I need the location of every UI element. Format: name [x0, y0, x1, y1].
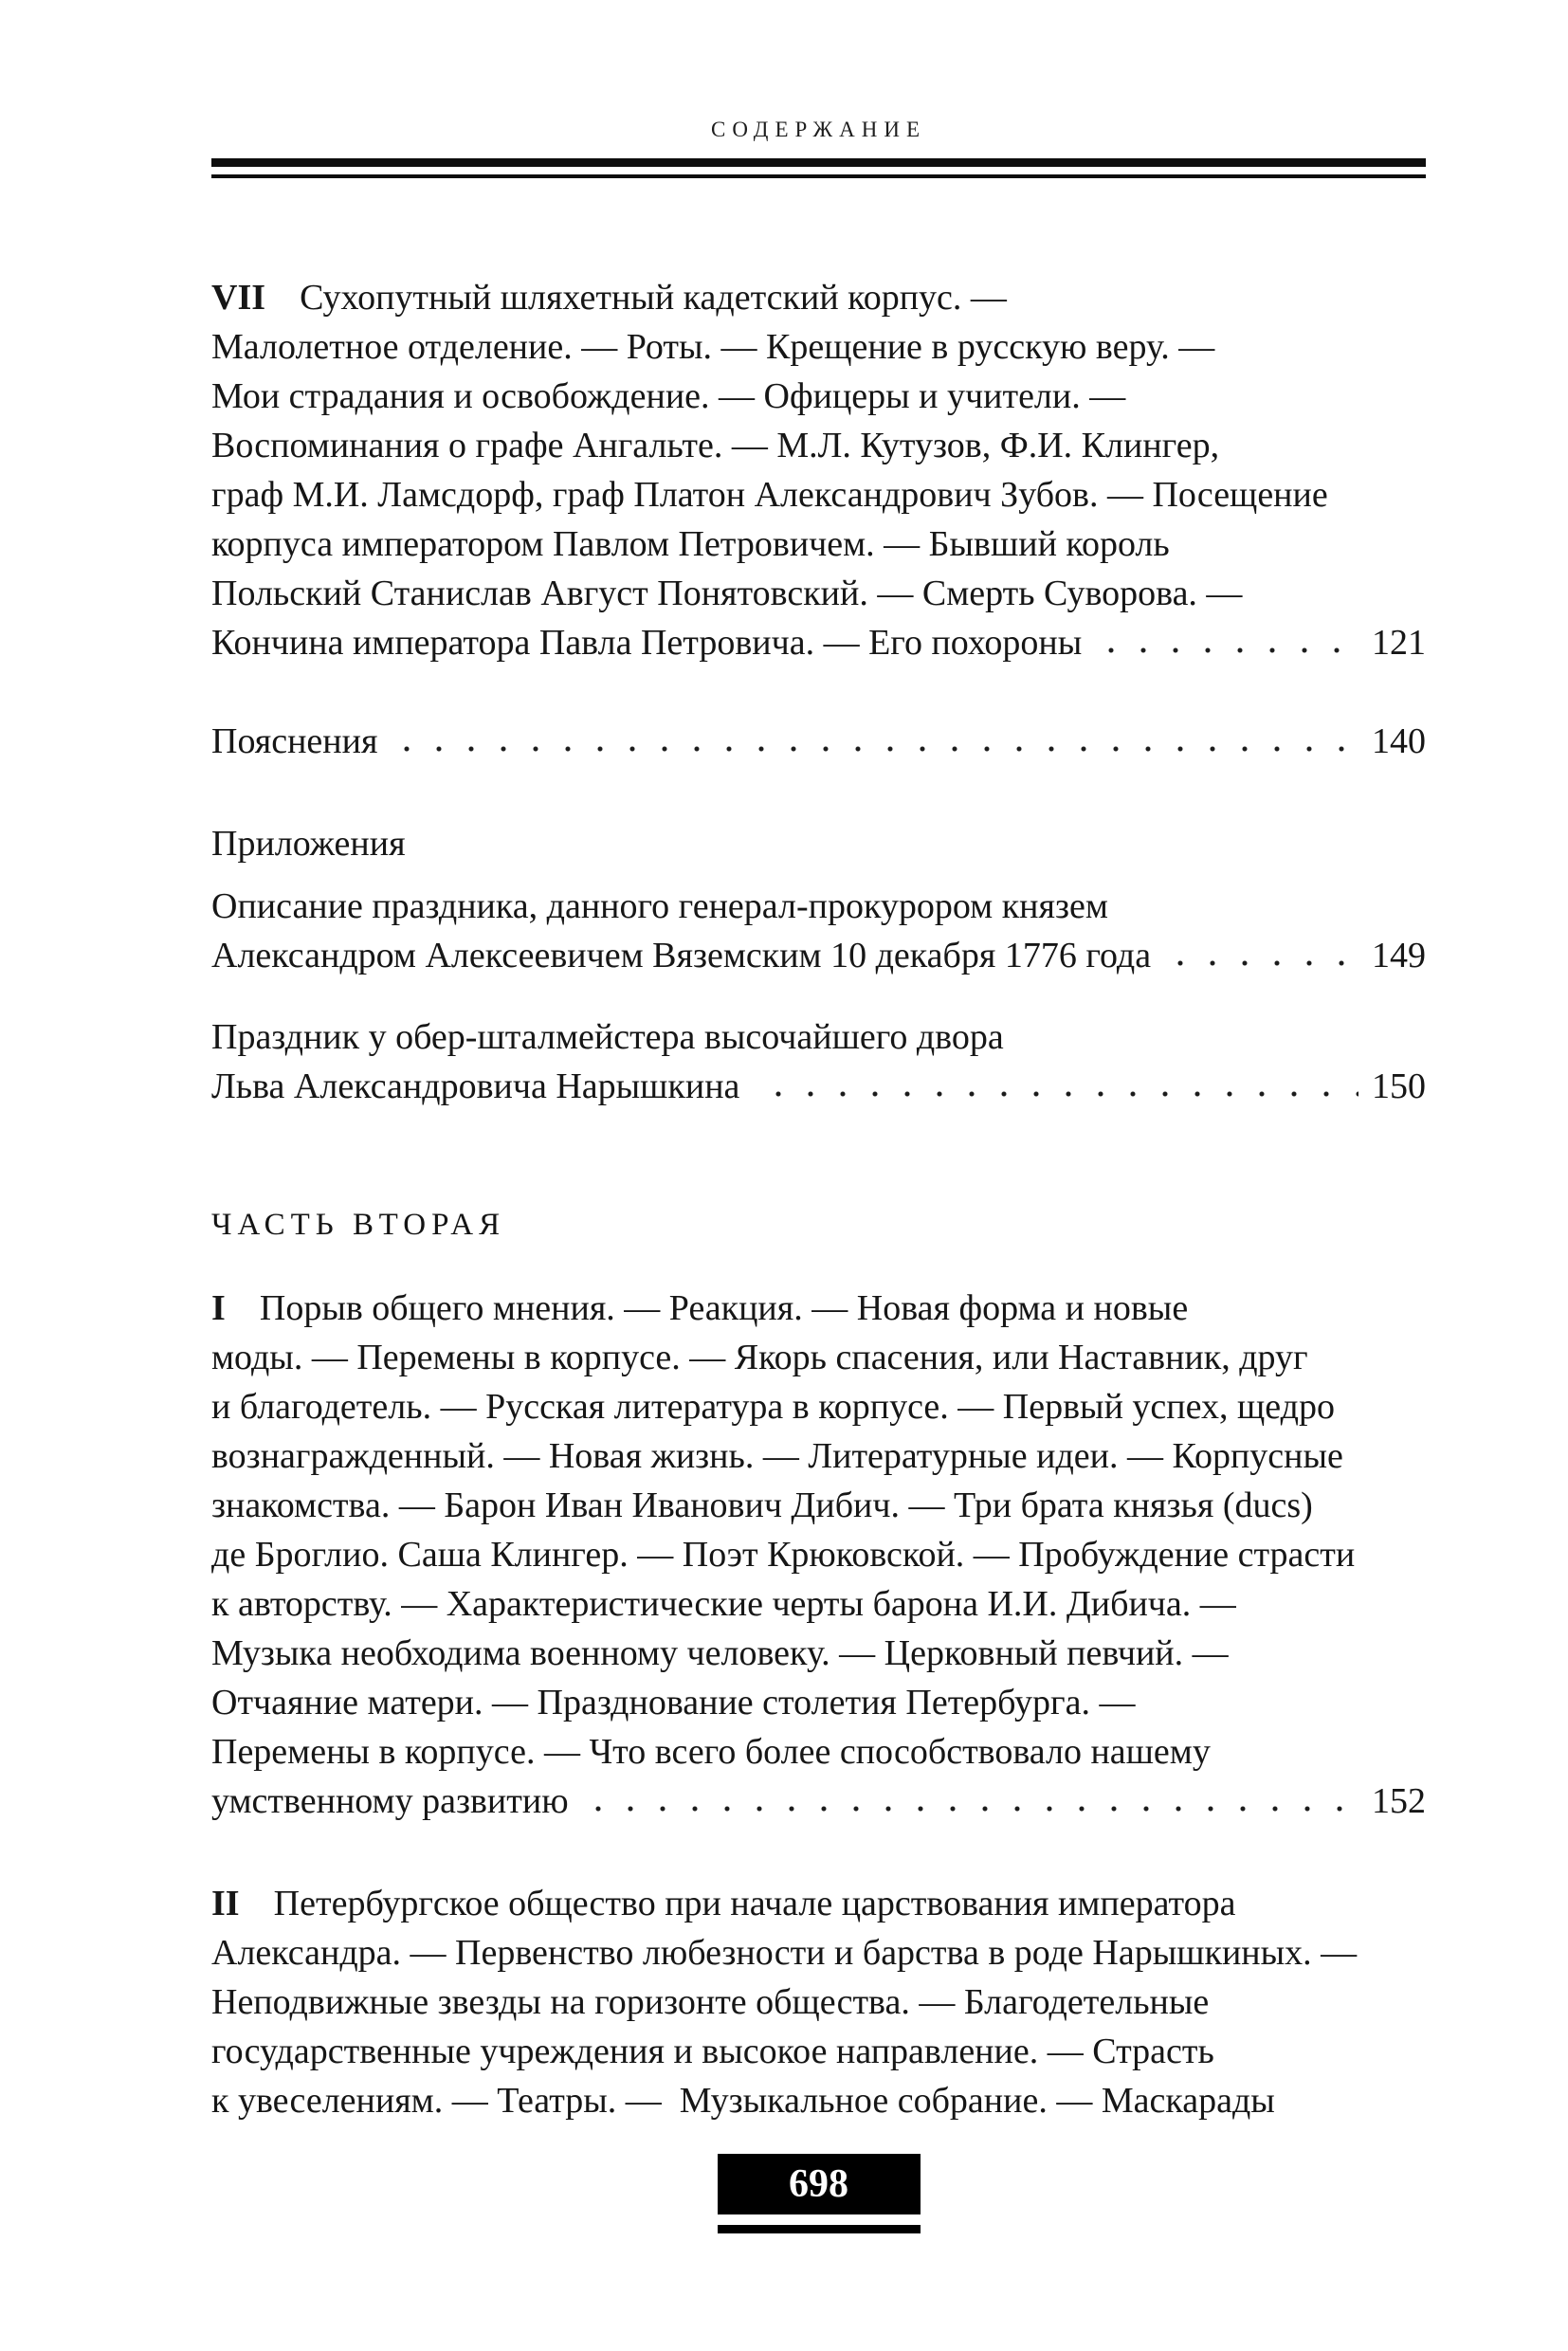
chapter-numeral: II — [211, 1884, 240, 1923]
header-rule-thin — [211, 174, 1426, 178]
toc-entries — [211, 273, 1426, 2125]
toc-entry — [211, 273, 1426, 667]
toc-line-text: Льва Александровича Нарышкина — [211, 1066, 749, 1106]
toc-line-text: Неподвижные звезды на горизонте общества. — Благодетельные — [211, 1982, 1210, 2022]
toc-line — [211, 470, 1426, 519]
toc-subheading: Приложения — [211, 824, 406, 864]
toc-line — [211, 1879, 1426, 1928]
toc-line — [211, 273, 1426, 322]
folio-number: 698 — [789, 2162, 848, 2206]
toc-line — [211, 1431, 1426, 1481]
toc-entry — [211, 717, 1426, 766]
contents-header — [211, 0, 1426, 144]
dot-leader — [1158, 931, 1358, 980]
page-footer — [211, 2154, 1426, 2233]
page-ref: 149 — [1372, 936, 1426, 975]
toc-line-text: де Броглио. Саша Клингер. — Поэт Крюковской. — Пробуждение страсти — [211, 1535, 1356, 1575]
toc-line — [211, 1382, 1426, 1431]
toc-line-text: Польский Станислав Август Понятовский. — Смерть Суворова. — — [211, 574, 1243, 613]
chapter-numeral: VII — [211, 278, 266, 318]
toc-line — [211, 421, 1426, 470]
page-ref: 152 — [1372, 1781, 1426, 1821]
toc-line — [211, 1928, 1426, 1977]
toc-line-text: Отчаяние матери. — Празднование столетия Петербурга. — — [211, 1683, 1136, 1722]
toc-line-text: Сухопутный шляхетный кадетский корпус. — — [300, 278, 1007, 318]
toc-line-text: к авторству. — Характеристические черты барона И.И. Дибича. — — [211, 1584, 1236, 1624]
contents-title: СОДЕРЖАНИЕ — [710, 118, 926, 141]
toc-line — [211, 2027, 1426, 2076]
folio-box — [718, 2154, 921, 2214]
toc-line-text: знакомства. — Барон Иван Иванович Дибич. — Три брата князья (ducs) — [211, 1485, 1313, 1525]
toc-entry — [211, 882, 1426, 980]
dot-leader — [576, 1777, 1358, 1826]
toc-line — [211, 322, 1426, 372]
toc-line — [211, 1062, 1426, 1111]
toc-line-text: Музыка необходима военному человеку. — Церковный певчий. — — [211, 1633, 1229, 1673]
toc-line-text: и благодетель. — Русская литература в корпусе. — Первый успех, щедро — [211, 1387, 1335, 1427]
toc-line-text: Праздник у обер-шталмейстера высочайшего двора — [211, 1017, 1004, 1057]
toc-entry — [211, 1879, 1426, 2125]
chapter-numeral: I — [211, 1288, 226, 1328]
toc-line — [211, 519, 1426, 569]
toc-line-text: Малолетное отделение. — Роты. — Крещение в русскую веру. — — [211, 327, 1215, 367]
part-heading: ЧАСТЬ ВТОРАЯ — [211, 1208, 506, 1242]
toc-line — [211, 618, 1426, 667]
toc-line — [211, 1333, 1426, 1382]
folio-rule — [718, 2225, 921, 2233]
toc-line-text: Александром Алексеевичем Вяземским 10 декабря 1776 года — [211, 936, 1152, 975]
toc-line-text: государственные учреждения и высокое направление. — Страсть — [211, 2032, 1214, 2071]
toc-line — [211, 1727, 1426, 1777]
toc-entry — [211, 1284, 1426, 1826]
toc-line-text: Мои страдания и освобождение. — Офицеры и учители. — — [211, 376, 1126, 416]
toc-line-text: Перемены в корпусе. — Что всего более способствовало нашему — [211, 1732, 1211, 1772]
page-ref: 150 — [1372, 1066, 1426, 1106]
toc-line — [211, 1579, 1426, 1629]
toc-line — [211, 1678, 1426, 1727]
toc-line — [211, 1284, 1426, 1333]
dot-leader — [385, 717, 1358, 766]
toc-line — [211, 717, 1426, 766]
toc-line-text: Описание праздника, данного генерал-прокурором князем — [211, 886, 1108, 926]
toc-line-text: вознагражденный. — Новая жизнь. — Литературные идеи. — Корпусные — [211, 1436, 1343, 1476]
toc-line — [211, 1012, 1426, 1062]
toc-line — [211, 1777, 1426, 1826]
toc-line — [211, 882, 1426, 931]
toc-line-text: к увеселениям. — Театры. — Музыкальное собрание. — Маскарады — [211, 2081, 1275, 2121]
toc-line — [211, 2076, 1426, 2125]
toc-line — [211, 372, 1426, 421]
toc-line-text: Воспоминания о графе Ангальте. — М.Л. Кутузов, Ф.И. Клингер, — [211, 426, 1220, 465]
toc-line-text: моды. — Перемены в корпусе. — Якорь спасения, или Наставник, друг — [211, 1338, 1308, 1377]
page-ref: 140 — [1372, 721, 1426, 761]
toc-line — [211, 1530, 1426, 1579]
dot-leader — [757, 1062, 1358, 1111]
page-ref: 121 — [1372, 623, 1426, 663]
toc-entry — [211, 1012, 1426, 1111]
toc-line-text: Порыв общего мнения. — Реакция. — Новая форма и новые — [259, 1288, 1189, 1328]
toc-line — [211, 931, 1426, 980]
toc-line — [211, 1977, 1426, 2027]
toc-line — [211, 1629, 1426, 1678]
toc-line-text: Александра. — Первенство любезности и барства в роде Нарышкиных. — — [211, 1933, 1358, 1973]
dot-leader — [1089, 618, 1358, 667]
toc-line-text: Пояснения — [211, 721, 378, 761]
toc-line-text: граф М.И. Ламсдорф, граф Платон Александрович Зубов. — Посещение — [211, 475, 1328, 515]
toc-line-text: Кончина императора Павла Петровича. — Его похороны — [211, 623, 1083, 663]
header-rule-thick — [211, 158, 1426, 167]
toc-line — [211, 1481, 1426, 1530]
toc-line-text: корпуса императором Павлом Петровичем. — Бывший король — [211, 524, 1170, 564]
toc-line-text: умственному развитию — [211, 1781, 569, 1821]
page-content — [211, 0, 1426, 2233]
toc-line — [211, 569, 1426, 618]
toc-line-text: Петербургское общество при начале царствования императора — [273, 1884, 1236, 1923]
